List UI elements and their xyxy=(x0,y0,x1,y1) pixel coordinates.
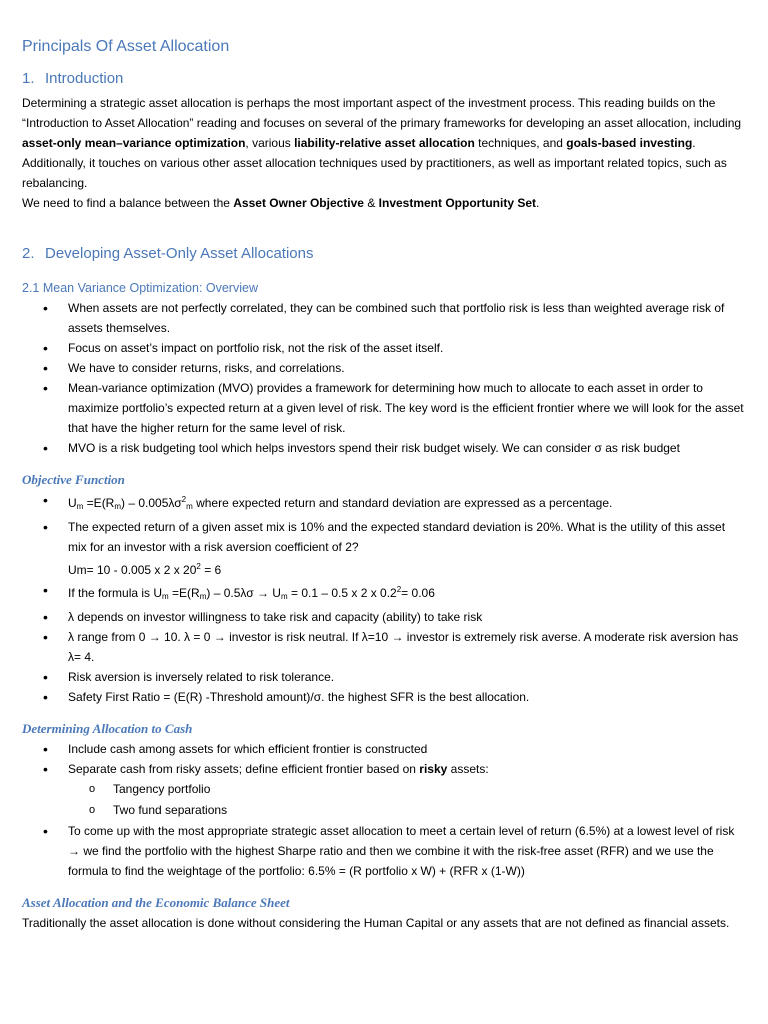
mvo-heading: 2.1 Mean Variance Optimization: Overview xyxy=(22,281,258,295)
list-item: • Mean-variance optimization (MVO) provides a framework for determining how much to allocate to each asset in order to maximize portfolio’s expected return at a given level of risk. The key word is the efficient frontier where we will look for the asset that have the higher return for the same level of risk. xyxy=(22,378,746,438)
formula-subscript: m xyxy=(280,592,288,601)
section-1-title: Introduction xyxy=(45,70,124,87)
cash-allocation-heading: Determining Allocation to Cash xyxy=(22,721,193,736)
list-item: • To come up with the most appropriate strategic asset allocation to meet a certain level of return (6.5%) at a lowest level of risk → we find the portfolio with the highest Sharpe ratio and then we combine it with the risk-free asset (RFR) and we use the formula to find the weightage of the portfolio: 6.5% = (R portfolio x W) + (RFR x (1-W)) xyxy=(22,821,746,881)
objective-function-heading: Objective Function xyxy=(22,472,125,487)
calc-text: = 6 xyxy=(200,563,222,577)
formula-text: If the formula is U xyxy=(68,586,163,600)
list-item xyxy=(22,517,746,580)
calc-text: Um= 10 - 0.005 x 2 x 20 xyxy=(68,563,197,577)
list-item: • Focus on asset’s impact on portfolio risk, not the risk of the asset itself. xyxy=(22,338,746,358)
mvo-bullet-list xyxy=(22,298,746,458)
balance-bold-opportunity: Investment Opportunity Set xyxy=(378,196,537,210)
list-item: • λ depends on investor willingness to take risk and capacity (ability) to take risk xyxy=(22,607,746,627)
intro-bold-goals: goals-based investing xyxy=(566,136,693,150)
formula-subscript: m xyxy=(186,502,193,511)
list-item: • Risk aversion is inversely related to risk tolerance. xyxy=(22,667,746,687)
section-2-number: 2. xyxy=(22,245,35,262)
sub-list-item: o Tangency portfolio xyxy=(22,779,746,800)
document-title: Principals Of Asset Allocation xyxy=(22,38,230,55)
list-text: assets: xyxy=(447,762,489,776)
formula-text: ) – 0.5λσ → U xyxy=(206,586,281,600)
list-bold-risky: risky xyxy=(419,762,448,776)
list-item: • Include cash among assets for which efficient frontier is constructed xyxy=(22,739,746,759)
section-1-number: 1. xyxy=(22,70,35,87)
objective-bullet-list xyxy=(22,490,746,707)
list-item xyxy=(22,759,746,779)
formula-text: where expected return and standard deviation are expressed as a percentage. xyxy=(192,496,613,510)
balance-text: . xyxy=(536,196,540,210)
intro-text: , various xyxy=(245,136,295,150)
list-item xyxy=(22,580,746,607)
list-item: • MVO is a risk budgeting tool which helps investors spend their risk budget wisely. We can consider σ as risk budget xyxy=(22,438,746,458)
cash-sub-list xyxy=(22,779,746,821)
list-item xyxy=(22,490,746,517)
intro-paragraph xyxy=(22,93,746,193)
cash-bullet-list xyxy=(22,739,746,779)
cash-bullet-list-continued xyxy=(22,821,746,881)
formula-superscript: 2 xyxy=(396,585,402,594)
formula-subscript: m xyxy=(162,592,169,601)
formula-superscript: 2 xyxy=(181,495,187,504)
balance-paragraph xyxy=(22,193,746,213)
calc-superscript: 2 xyxy=(196,562,201,571)
balance-bold-objective: Asset Owner Objective xyxy=(233,196,364,210)
list-text: Separate cash from risky assets; define efficient frontier based on xyxy=(68,762,420,776)
list-item: • Safety First Ratio = (E(R) -Threshold amount)/σ. the highest SFR is the best allocation. xyxy=(22,687,746,707)
section-2-heading xyxy=(22,245,746,262)
formula-subscript: m xyxy=(114,502,122,511)
formula-text: =E(R xyxy=(168,586,200,600)
intro-bold-mvo: asset-only mean–variance optimization xyxy=(22,136,246,150)
balance-text: We need to find a balance between the xyxy=(22,196,234,210)
formula-text: U xyxy=(68,496,77,510)
formula-text: = 0.1 – 0.5 x 2 x 0.2 xyxy=(287,586,397,600)
intro-text: techniques, and xyxy=(474,136,567,150)
sub-list-item: o Two fund separations xyxy=(22,800,746,821)
balance-text: & xyxy=(363,196,379,210)
section-1-heading xyxy=(22,70,746,87)
formula-text: = 0.06 xyxy=(401,586,435,600)
economic-balance-sheet-paragraph: Traditionally the asset allocation is done without considering the Human Capital or any assets that are not defined as financial assets. xyxy=(22,916,730,930)
formula-subscript: m xyxy=(199,592,207,601)
intro-bold-liability: liability-relative asset allocation xyxy=(294,136,475,150)
section-2-title: Developing Asset-Only Asset Allocations xyxy=(45,245,314,262)
question-text: The expected return of a given asset mix is 10% and the expected standard deviation is 20%. What is the utility of this asset mix for an investor with a risk aversion coefficient of 2? xyxy=(68,520,726,554)
intro-text: Determining a strategic asset allocation is perhaps the most important aspect of the investment process. This reading builds on the “Introduction to Asset Allocation” reading and focuses on several of the primary frameworks for developing an asset allocation, including xyxy=(22,96,742,130)
list-item: • When assets are not perfectly correlated, they can be combined such that portfolio risk is less than weighted average risk of assets themselves. xyxy=(22,298,746,338)
formula-subscript: m xyxy=(76,502,84,511)
economic-balance-sheet-heading: Asset Allocation and the Economic Balance Sheet xyxy=(22,895,290,910)
list-item: • We have to consider returns, risks, and correlations. xyxy=(22,358,746,378)
list-item: • λ range from 0 → 10. λ = 0 → investor is risk neutral. If λ=10 → investor is extremely risk averse. A moderate risk aversion has λ= 4. xyxy=(22,627,746,667)
formula-text: =E(R xyxy=(83,496,115,510)
intro-text: . Additionally, it touches on various other asset allocation techniques used by practitioners, as well as important related topics, such as rebalancing. xyxy=(22,136,727,190)
formula-text: ) – 0.005λσ xyxy=(121,496,182,510)
